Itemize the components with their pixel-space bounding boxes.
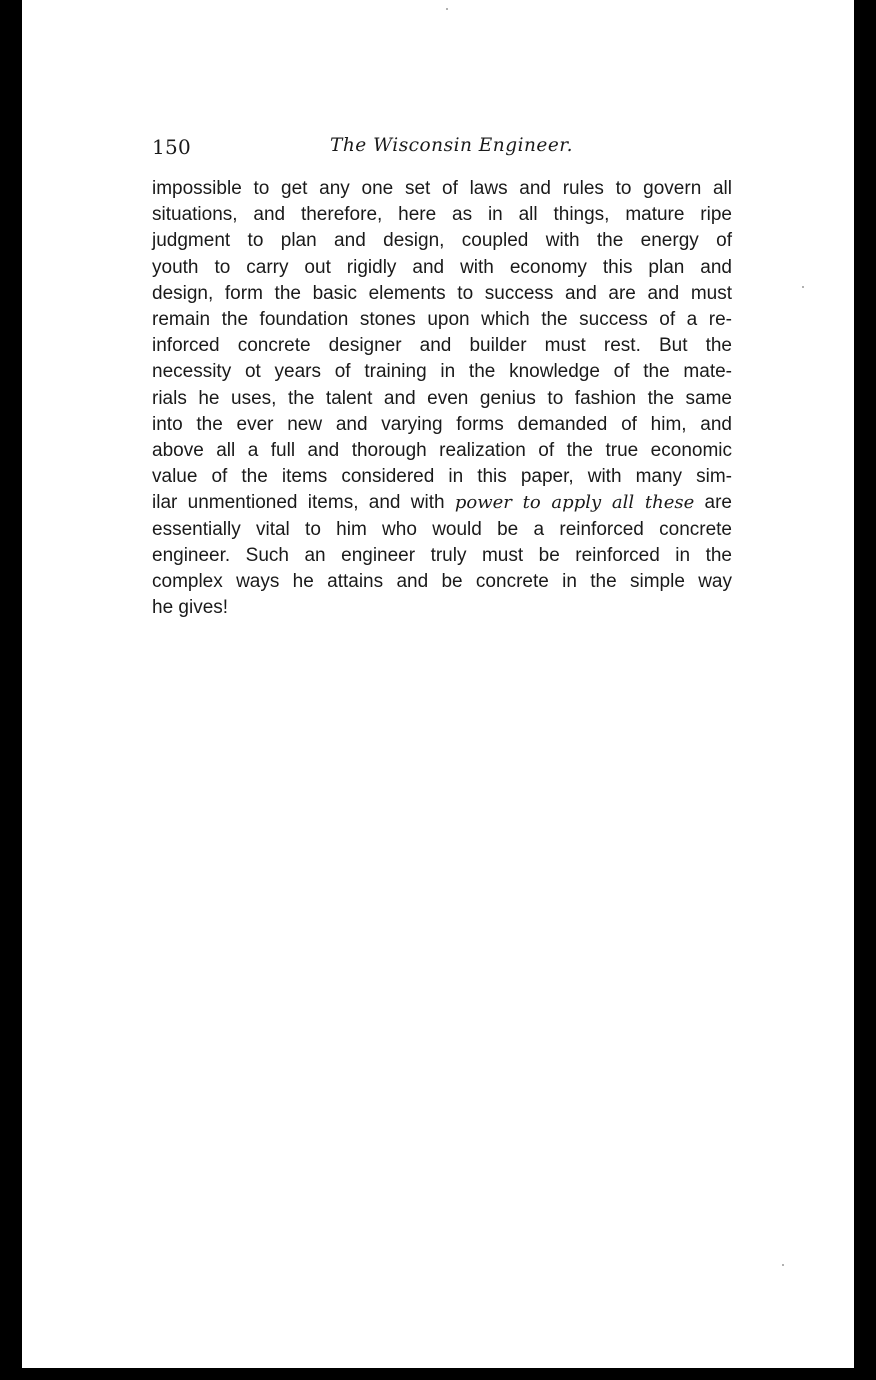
page-number: 150 xyxy=(152,135,192,159)
text-line: impossible to get any one set of laws and rules to govern all xyxy=(152,178,732,199)
body-paragraph xyxy=(152,176,732,621)
text-line: rials he uses, the talent and even genius to fashion the same xyxy=(152,387,732,409)
text-line: engineer. Such an engineer truly must be reinforced in the xyxy=(152,544,732,566)
text-line: necessity ot years of training in the knowledge of the mate- xyxy=(152,361,732,383)
text-line-with-emphasis xyxy=(152,490,732,516)
page-header xyxy=(152,133,732,163)
text-segment: are xyxy=(694,492,732,514)
text-line: he gives! xyxy=(152,597,229,619)
text-line: above all a full and thorough realization of the true economic xyxy=(152,440,732,462)
dust-speck xyxy=(782,1264,784,1266)
text-line: complex ways he attains and be concrete in the simple way xyxy=(152,571,732,593)
running-title: The Wisconsin Engineer. xyxy=(330,135,573,156)
emphasized-phrase: power to apply all these xyxy=(454,492,695,514)
text-line: situations, and therefore, here as in all things, mature ripe xyxy=(152,204,732,226)
text-line: inforced concrete designer and builder must rest. But the xyxy=(152,335,732,357)
text-line: remain the foundation stones upon which the success of a re- xyxy=(152,309,732,331)
text-segment: ilar unmentioned items, and with xyxy=(152,492,455,514)
dust-speck xyxy=(802,286,804,288)
text-line: youth to carry out rigidly and with economy this plan and xyxy=(152,256,732,278)
paper-sheet xyxy=(22,0,854,1368)
text-line: into the ever new and varying forms demanded of him, and xyxy=(152,413,732,435)
dust-speck xyxy=(446,8,448,10)
text-line: value of the items considered in this paper, with many sim- xyxy=(152,466,732,488)
text-line: design, form the basic elements to success and are and must xyxy=(152,282,732,304)
text-line: judgment to plan and design, coupled with the energy of xyxy=(152,230,732,252)
text-line: essentially vital to him who would be a reinforced concrete xyxy=(152,518,732,540)
